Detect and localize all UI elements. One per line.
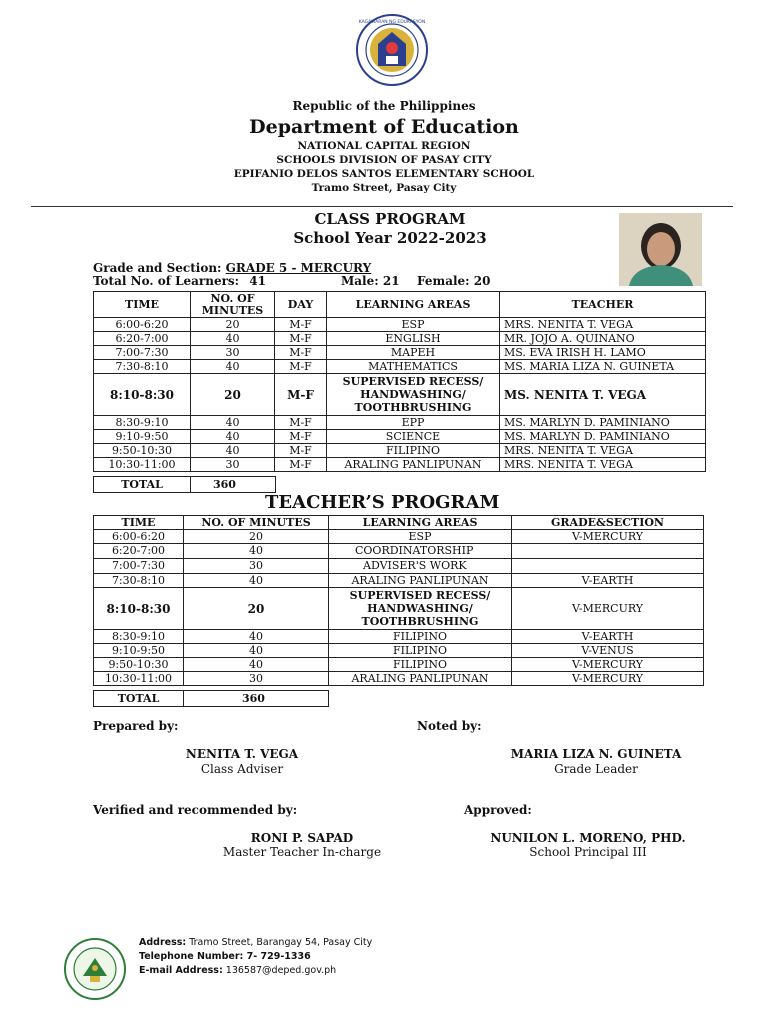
col-time: TIME: [94, 516, 184, 530]
cell-day: M-F: [275, 458, 327, 472]
cell-grade-section: V-MERCURY: [512, 658, 704, 672]
total-label: TOTAL: [94, 477, 191, 493]
teacher-total-table: [93, 690, 329, 707]
col-day: DAY: [275, 292, 327, 318]
cell-time: 9:10-9:50: [94, 644, 184, 658]
table-row: [94, 630, 704, 644]
email-label: E-mail Address:: [139, 965, 223, 976]
cell-teacher: MS. EVA IRISH H. LAMO: [500, 346, 706, 360]
cell-time: 9:50-10:30: [94, 444, 191, 458]
noted-role: Grade Leader: [554, 762, 638, 776]
learners-value: 41: [249, 274, 266, 288]
table-row: [94, 658, 704, 672]
phone-value: 7- 729-1336: [246, 951, 311, 962]
cell-minutes: 40: [184, 544, 329, 559]
noted-label: Noted by:: [417, 719, 482, 733]
table-row: [94, 360, 706, 374]
cell-day: M-F: [275, 430, 327, 444]
table-row: [94, 458, 706, 472]
cell-teacher: MS. MARLYN D. PAMINIANO: [500, 430, 706, 444]
cell-minutes: 40: [191, 416, 275, 430]
footer-address: [139, 937, 372, 948]
male-info: [341, 274, 400, 288]
col-minutes: NO. OF MINUTES: [184, 516, 329, 530]
cell-minutes: 20: [191, 374, 275, 416]
cell-grade-section: V-MERCURY: [512, 530, 704, 544]
total-row: [94, 691, 329, 707]
noted-name: MARIA LIZA N. GUINETA: [510, 747, 682, 761]
prepared-name: NENITA T. VEGA: [185, 747, 299, 761]
teacher-photo: [619, 213, 702, 286]
cell-teacher: MS. NENITA T. VEGA: [500, 374, 706, 416]
table-row: [94, 644, 704, 658]
cell-time: 6:20-7:00: [94, 332, 191, 346]
cell-grade-section: V-EARTH: [512, 574, 704, 588]
table-row: [94, 672, 704, 686]
female-label: Female:: [417, 274, 470, 288]
cell-area: EPP: [327, 416, 500, 430]
learners-info: [93, 274, 266, 288]
phone-label: Telephone Number:: [139, 951, 244, 962]
female-value: 20: [473, 274, 491, 288]
cell-teacher: MS. MARIA LIZA N. GUINETA: [500, 360, 706, 374]
total-row: [94, 477, 276, 493]
total-value: 360: [191, 477, 276, 493]
cell-area: ESP: [329, 530, 512, 544]
table-row: [94, 544, 704, 559]
class-total-table: [93, 476, 276, 493]
cell-minutes: 30: [191, 458, 275, 472]
grade-label: Grade and Section:: [93, 261, 222, 275]
table-row: [94, 346, 706, 360]
cell-time: 8:10-8:30: [94, 588, 184, 630]
teacher-program-title: TEACHER’S PROGRAM: [265, 492, 500, 513]
cell-day: M-F: [275, 416, 327, 430]
street-line: Tramo Street, Pasay City: [311, 182, 457, 194]
male-label: Male:: [341, 274, 379, 288]
teacher-program-table: [93, 515, 704, 686]
cell-minutes: 30: [184, 672, 329, 686]
cell-grade-section: [512, 559, 704, 574]
cell-time: 8:30-9:10: [94, 416, 191, 430]
col-teacher: TEACHER: [500, 292, 706, 318]
cell-minutes: 40: [184, 644, 329, 658]
footer-phone: [139, 951, 311, 962]
department-title: Department of Education: [249, 116, 519, 138]
grade-value: GRADE 5 - MERCURY: [225, 261, 372, 275]
cell-area: MATHEMATICS: [327, 360, 500, 374]
cell-minutes: 40: [184, 574, 329, 588]
cell-grade-section: [512, 544, 704, 559]
class-program-table: [93, 291, 706, 472]
cell-area: ARALING PANLIPUNAN: [329, 574, 512, 588]
cell-grade-section: V-VENUS: [512, 644, 704, 658]
cell-minutes: 20: [184, 530, 329, 544]
division-line: SCHOOLS DIVISION OF PASAY CITY: [276, 154, 492, 166]
total-label: TOTAL: [94, 691, 184, 707]
cell-time: 6:00-6:20: [94, 318, 191, 332]
verified-role: Master Teacher In-charge: [222, 845, 382, 859]
cell-day: M-F: [275, 346, 327, 360]
female-info: [417, 274, 490, 288]
cell-area: ADVISER'S WORK: [329, 559, 512, 574]
cell-area: SUPERVISED RECESS/ HANDWASHING/ TOOTHBRUSHING: [327, 374, 500, 416]
col-learning-areas: LEARNING AREAS: [329, 516, 512, 530]
cell-teacher: MRS. NENITA T. VEGA: [500, 318, 706, 332]
cell-time: 10:30-11:00: [94, 672, 184, 686]
cell-time: 7:30-8:10: [94, 574, 184, 588]
region-line: NATIONAL CAPITAL REGION: [297, 140, 471, 152]
cell-teacher: MRS. NENITA T. VEGA: [500, 458, 706, 472]
cell-minutes: 40: [191, 444, 275, 458]
cell-time: 10:30-11:00: [94, 458, 191, 472]
cell-minutes: 40: [191, 360, 275, 374]
col-grade-section: GRADE&SECTION: [512, 516, 704, 530]
cell-teacher: MR. JOJO A. QUINANO: [500, 332, 706, 346]
cell-time: 8:10-8:30: [94, 374, 191, 416]
cell-day: M-F: [275, 360, 327, 374]
class-program-title: CLASS PROGRAM: [314, 210, 466, 228]
table-row: [94, 588, 704, 630]
cell-grade-section: V-EARTH: [512, 630, 704, 644]
footer-email: [139, 965, 336, 976]
cell-day: M-F: [275, 444, 327, 458]
cell-area: ARALING PANLIPUNAN: [329, 672, 512, 686]
cell-minutes: 20: [191, 318, 275, 332]
cell-area: FILIPINO: [329, 658, 512, 672]
table-row: [94, 430, 706, 444]
table-row: [94, 574, 704, 588]
approved-name: NUNILON L. MORENO, PHD.: [490, 831, 686, 845]
col-time: TIME: [94, 292, 191, 318]
address-value: Tramo Street, Barangay 54, Pasay City: [189, 937, 373, 948]
cell-time: 8:30-9:10: [94, 630, 184, 644]
male-value: 21: [382, 274, 400, 288]
cell-time: 7:00-7:30: [94, 559, 184, 574]
teacher-table-header: [94, 516, 704, 530]
cell-minutes: 40: [191, 332, 275, 346]
cell-area: SCIENCE: [327, 430, 500, 444]
header-divider: [31, 206, 733, 207]
cell-minutes: 20: [184, 588, 329, 630]
svg-text:KAGAWARAN NG EDUKASYON: KAGAWARAN NG EDUKASYON: [358, 20, 426, 25]
cell-grade-section: V-MERCURY: [512, 672, 704, 686]
cell-minutes: 40: [191, 430, 275, 444]
cell-area: FILIPINO: [329, 644, 512, 658]
total-value: 360: [184, 691, 329, 707]
cell-minutes: 30: [191, 346, 275, 360]
email-value: 136587@deped.gov.ph: [225, 965, 337, 976]
cell-day: M-F: [275, 374, 327, 416]
cell-day: M-F: [275, 332, 327, 346]
address-label: Address:: [139, 937, 187, 948]
table-row: [94, 318, 706, 332]
cell-area: COORDINATORSHIP: [329, 544, 512, 559]
cell-area: FILIPINO: [329, 630, 512, 644]
cell-time: 7:30-8:10: [94, 360, 191, 374]
cell-area: ESP: [327, 318, 500, 332]
cell-teacher: MS. MARLYN D. PAMINIANO: [500, 416, 706, 430]
prepared-label: Prepared by:: [93, 719, 179, 733]
cell-minutes: 40: [184, 630, 329, 644]
school-seal-logo: [64, 938, 126, 1000]
class-table-header: [94, 292, 706, 318]
cell-minutes: 40: [184, 658, 329, 672]
deped-seal-logo: [356, 14, 428, 86]
table-row: [94, 374, 706, 416]
cell-time: 7:00-7:30: [94, 346, 191, 360]
verified-name: RONI P. SAPAD: [250, 831, 354, 845]
prepared-role: Class Adviser: [200, 762, 284, 776]
learners-label: Total No. of Learners:: [93, 274, 240, 288]
verified-label: Verified and recommended by:: [93, 803, 298, 817]
republic-line: Republic of the Philippines: [292, 99, 476, 113]
table-row: [94, 530, 704, 544]
school-line: EPIFANIO DELOS SANTOS ELEMENTARY SCHOOL: [233, 168, 535, 180]
cell-minutes: 30: [184, 559, 329, 574]
approved-role: School Principal III: [529, 845, 647, 859]
cell-area: MAPEH: [327, 346, 500, 360]
cell-time: 9:10-9:50: [94, 430, 191, 444]
grade-section-info: [93, 261, 371, 275]
table-row: [94, 559, 704, 574]
cell-area: ARALING PANLIPUNAN: [327, 458, 500, 472]
table-row: [94, 444, 706, 458]
school-year: School Year 2022-2023: [293, 229, 487, 247]
table-row: [94, 416, 706, 430]
cell-area: ENGLISH: [327, 332, 500, 346]
cell-area: SUPERVISED RECESS/ HANDWASHING/ TOOTHBRUSHING: [329, 588, 512, 630]
cell-teacher: MRS. NENITA T. VEGA: [500, 444, 706, 458]
col-minutes: NO. OF MINUTES: [191, 292, 275, 318]
cell-area: FILIPINO: [327, 444, 500, 458]
cell-time: 9:50-10:30: [94, 658, 184, 672]
table-row: [94, 332, 706, 346]
cell-day: M-F: [275, 318, 327, 332]
cell-grade-section: V-MERCURY: [512, 588, 704, 630]
cell-time: 6:00-6:20: [94, 530, 184, 544]
col-learning-areas: LEARNING AREAS: [327, 292, 500, 318]
cell-time: 6:20-7:00: [94, 544, 184, 559]
approved-label: Approved:: [464, 803, 532, 817]
